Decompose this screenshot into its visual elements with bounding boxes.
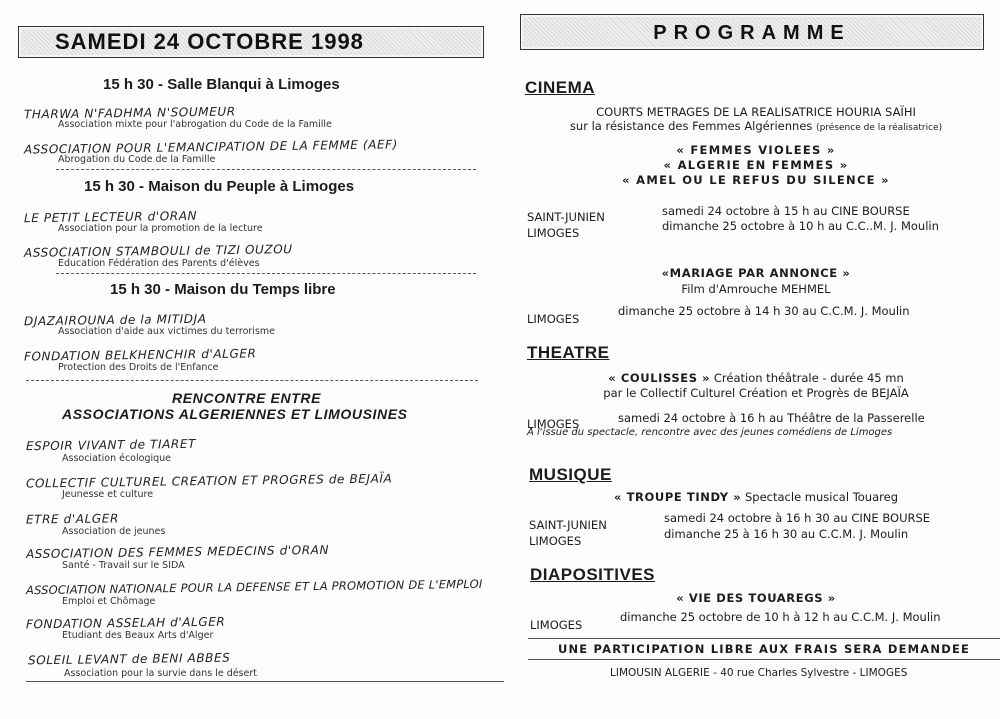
venue-city: LIMOGES: [527, 417, 580, 431]
venue-city: LIMOGES: [527, 226, 580, 240]
schedule-time: dimanche 25 octobre à 10 h au C.C..M. J. Moulin: [662, 219, 939, 233]
session-heading: 15 h 30 - Maison du Peuple à Limoges: [84, 178, 355, 195]
organization-name: FONDATION BELKHENCHIR d'ALGER: [24, 346, 257, 364]
organization-description: Santé - Travail sur le SIDA: [62, 560, 185, 571]
session-heading: 15 h 30 - Salle Blanqui à Limoges: [103, 76, 340, 93]
divider: [528, 638, 1000, 639]
schedule-time: dimanche 25 octobre à 14 h 30 au C.C.M. J. Moulin: [618, 304, 910, 318]
organization-name: FONDATION ASSELAH d'ALGER: [26, 614, 226, 632]
date-banner-text: SAMEDI 24 OCTOBRE 1998: [55, 29, 364, 54]
organization-name: LE PETIT LECTEUR d'ORAN: [24, 208, 198, 226]
organization-description: Etudiant des Beaux Arts d'Alger: [62, 630, 214, 641]
dashed-divider: [56, 169, 476, 170]
organization-name: DJAZAIROUNA de la MITIDJA: [24, 311, 207, 329]
organizer-address: LIMOUSIN ALGERIE - 40 rue Charles Sylvestre - LIMOGES: [610, 667, 908, 679]
organization-name: ASSOCIATION STAMBOULI de TIZI OUZOU: [24, 242, 293, 260]
theatre-title: « COULISSES »: [608, 371, 711, 385]
film-title: « ALGERIE EN FEMMES »: [663, 158, 849, 172]
schedule-time: dimanche 25 octobre de 10 h à 12 h au C.C.M. J. Moulin: [620, 610, 941, 624]
organization-name: THARWA N'FADHMA N'SOUMEUR: [24, 104, 236, 122]
organization-description: Association pour la survie dans le désert: [64, 668, 258, 679]
musique-heading: MUSIQUE: [529, 465, 612, 484]
musique-title: « TROUPE TINDY »: [613, 490, 742, 504]
rencontre-heading: RENCONTRE ENTRE: [172, 390, 322, 406]
film-director: Film d'Amrouche MEHMEL: [681, 282, 831, 296]
schedule-time: dimanche 25 à 16 h 30 au C.C.M. J. Moulin: [664, 527, 909, 541]
rencontre-heading: ASSOCIATIONS ALGERIENNES ET LIMOUSINES: [62, 406, 408, 422]
organization-description: Association de jeunes: [62, 526, 166, 537]
schedule-time: samedi 24 octobre à 15 h au CINE BOURSE: [662, 204, 910, 218]
film-title: « AMEL OU LE REFUS DU SILENCE »: [622, 173, 890, 187]
venue-city: SAINT-JUNIEN: [527, 210, 605, 224]
venue-city: LIMOGES: [530, 618, 583, 632]
right-column: [512, 0, 1000, 719]
theatre-note: A l'issue du spectacle, rencontre avec des jeunes comédiens de Limoges: [527, 427, 893, 438]
organization-description: Protection des Droits de l'Enfance: [58, 362, 219, 373]
divider: [528, 659, 1000, 660]
diapositives-heading: DIAPOSITIVES: [530, 565, 656, 584]
cinema-note: (présence de la réalisatrice): [816, 123, 943, 133]
theatre-company: par le Collectif Culturel Création et Progrès de BEJAÏA: [603, 386, 909, 400]
cinema-heading: CINEMA: [525, 78, 596, 97]
cinema-subline-text: sur la résistance des Femmes Algériennes: [569, 119, 813, 133]
musique-title-line: [512, 490, 1000, 504]
dashed-divider: [56, 273, 476, 274]
schedule-time: samedi 24 octobre à 16 h 30 au CINE BOURSE: [664, 511, 931, 525]
theatre-title-line: [512, 371, 1000, 385]
organization-name: COLLECTIF CULTUREL CREATION ET PROGRES de BEJAÏA: [26, 471, 393, 491]
organization-name: ESPOIR VIVANT de TIARET: [26, 436, 196, 454]
session-heading: 15 h 30 - Maison du Temps libre: [110, 281, 336, 298]
organization-description: Association pour la promotion de la lecture: [58, 223, 263, 234]
musique-title-detail: Spectacle musical Touareg: [741, 490, 898, 504]
venue-city: LIMOGES: [527, 312, 580, 326]
film-title: «MARIAGE PAR ANNONCE »: [661, 266, 851, 280]
date-banner: [18, 26, 484, 58]
organization-name: ETRE d'ALGER: [26, 511, 119, 527]
schedule-time: samedi 24 octobre à 16 h au Théâtre de la Passerelle: [618, 411, 925, 425]
programme-banner-text: PROGRAMME: [653, 22, 851, 44]
bottom-rule: [26, 681, 504, 682]
organization-description: Abrogation du Code de la Famille: [58, 154, 216, 165]
theatre-heading: THEATRE: [527, 343, 610, 362]
dashed-divider: [26, 380, 478, 381]
organization-description: Education Fédération des Parents d'élèves: [58, 258, 260, 269]
venue-city: SAINT-JUNIEN: [529, 518, 607, 532]
participation-notice: UNE PARTICIPATION LIBRE AUX FRAIS SERA DEMANDEE: [557, 642, 971, 656]
organization-name: ASSOCIATION NATIONALE POUR LA DEFENSE ET LA PROMOTION DE L'EMPLOI: [26, 576, 483, 598]
diapositives-title: « VIE DES TOUAREGS »: [676, 591, 836, 605]
organization-name: SOLEIL LEVANT de BENI ABBES: [28, 650, 231, 668]
organization-description: Association mixte pour l'abrogation du Code de la Famille: [58, 119, 332, 130]
theatre-title-detail: Création théâtrale - durée 45 mn: [710, 371, 904, 385]
organization-description: Association d'aide aux victimes du terrorisme: [58, 326, 275, 337]
organization-description: Jeunesse et culture: [62, 489, 154, 500]
venue-city: LIMOGES: [529, 534, 582, 548]
organization-description: Association écologique: [62, 453, 172, 464]
programme-banner: [520, 14, 984, 50]
cinema-subline: [512, 119, 1000, 133]
organization-description: Emploi et Chômage: [62, 596, 156, 607]
organization-name: ASSOCIATION POUR L'EMANCIPATION DE LA FEMME (AEF): [24, 137, 398, 157]
organization-name: ASSOCIATION DES FEMMES MEDECINS d'ORAN: [26, 542, 330, 562]
film-title: « FEMMES VIOLEES »: [676, 143, 836, 157]
cinema-description: COURTS METRAGES DE LA REALISATRICE HOURIA SAÏHI: [596, 105, 916, 119]
